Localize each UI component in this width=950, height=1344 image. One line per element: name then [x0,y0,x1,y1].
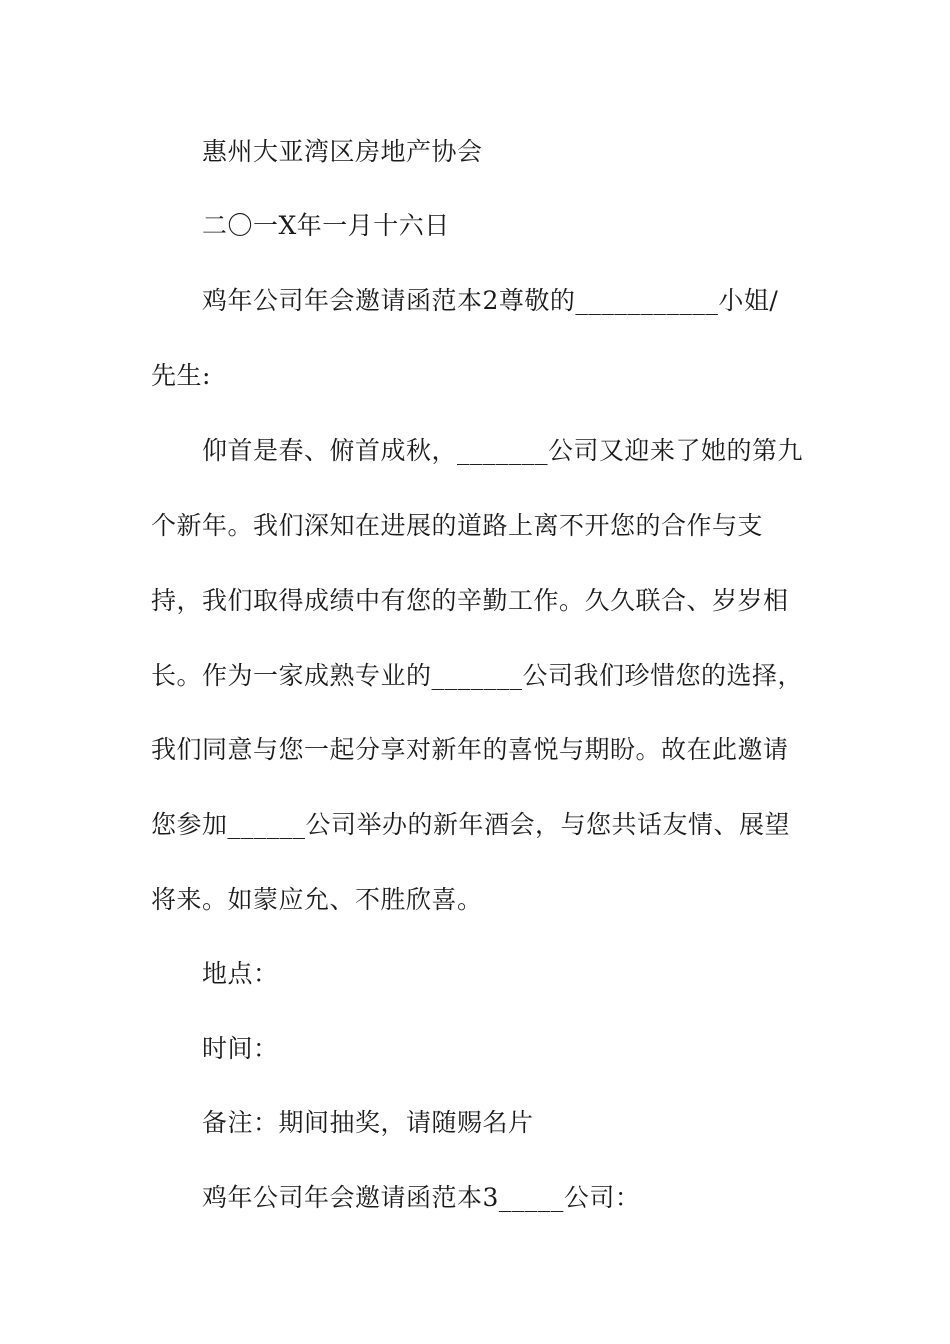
remarks-line: 备注：期间抽奖，请随赐名片 [202,1108,534,1137]
body-paragraph-line: 长。作为一家成熟专业的_______公司我们珍惜您的选择， [151,661,804,690]
body-paragraph-line: 仰首是春、俯首成秋，_______公司又迎来了她的第九 [202,436,804,465]
signature-date: 二〇一X年一月十六日 [202,211,450,240]
location-label: 地点： [202,959,279,988]
body-paragraph-line: 个新年。我们深知在进展的道路上离不开您的合作与支 [151,511,764,540]
template-2-heading: 鸡年公司年会邀请函范本2尊敬的___________小姐/ [202,286,779,315]
body-paragraph-line: 您参加______公司举办的新年酒会，与您共话友情、展望 [151,810,791,839]
time-label: 时间： [202,1034,279,1063]
body-paragraph-line: 持，我们取得成绩中有您的辛勤工作。久久联合、岁岁相 [151,586,789,615]
template-3-heading: 鸡年公司年会邀请函范本3_____公司： [202,1183,641,1212]
body-paragraph-line: 我们同意与您一起分享对新年的喜悦与期盼。故在此邀请 [151,735,789,764]
salutation: 先生: [151,361,211,390]
organization-signature: 惠州大亚湾区房地产协会 [202,137,483,166]
body-paragraph-line: 将来。如蒙应允、不胜欣喜。 [151,885,483,914]
